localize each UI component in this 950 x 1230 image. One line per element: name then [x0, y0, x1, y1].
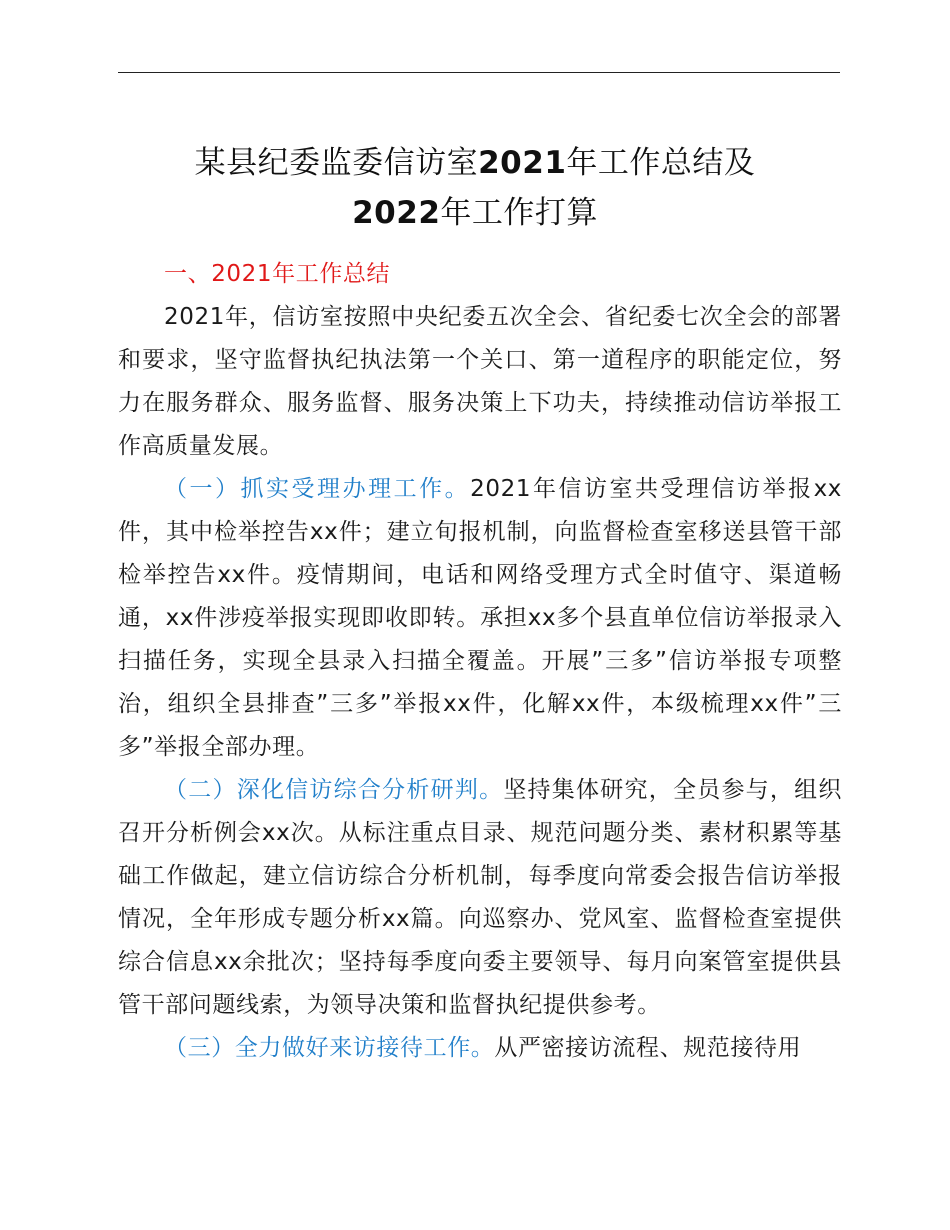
- intro-paragraph: 2021年，信访室按照中央纪委五次全会、省纪委七次全会的部署和要求，坚守监督执纪执法第一个关口、第一道程序的职能定位，努力在服务群众、服务监督、服务决策上下功夫，持续推动信访举报工作高质量发展。: [118, 304, 842, 459]
- paragraph-body-3: 从严密接访流程、规范接待用: [494, 1035, 802, 1061]
- subheading-3: （三）全力做好来访接待工作。: [164, 1035, 495, 1061]
- title-prefix: 某县纪委监委信访室: [194, 145, 479, 181]
- subheading-2: （二）深化信访综合分析研判。: [164, 777, 504, 803]
- paragraph-item-3: [118, 1027, 842, 1070]
- page-title-line-1: [0, 137, 950, 182]
- paragraph-item-1: [118, 468, 842, 769]
- page-title-line-2: [0, 187, 950, 232]
- title-year-2021: 2021: [478, 145, 567, 181]
- title-suffix: 年工作总结及: [566, 145, 756, 181]
- title-suffix-2: 年工作打算: [440, 195, 598, 231]
- paragraph-item-2: [118, 769, 842, 1027]
- paragraph-body-2: 坚持集体研究，全员参与，组织召开分析例会xx次。从标注重点目录、规范问题分类、素材积累等基础工作做起，建立信访综合分析机制，每季度向常委会报告信访举报情况，全年形成专题分析xx篇。向巡察办、党风室、监督检查室提供综合信息xx余批次；坚持每季度向委主要领导、每月向案管室提供县管干部问题线索，为领导决策和监督执纪提供参考。: [118, 777, 842, 1018]
- subheading-1: （一）抓实受理办理工作。: [164, 476, 471, 502]
- header-rule: [118, 72, 840, 73]
- title-year-2022: 2022: [352, 195, 441, 231]
- paragraph-body-1: 2021年信访室共受理信访举报xx件，其中检举控告xx件；建立旬报机制，向监督检查室移送县管干部检举控告xx件。疫情期间，电话和网络受理方式全时值守、渠道畅通，xx件涉疫举报实现即收即转。承担xx多个县直单位信访举报录入扫描任务，实现全县录入扫描全覆盖。开展”三多”信访举报专项整治，组织全县排查”三多”举报xx件，化解xx件，本级梳理xx件”三多”举报全部办理。: [118, 476, 842, 760]
- section-heading: 一、2021年工作总结: [164, 261, 391, 287]
- document-body: [118, 253, 842, 1070]
